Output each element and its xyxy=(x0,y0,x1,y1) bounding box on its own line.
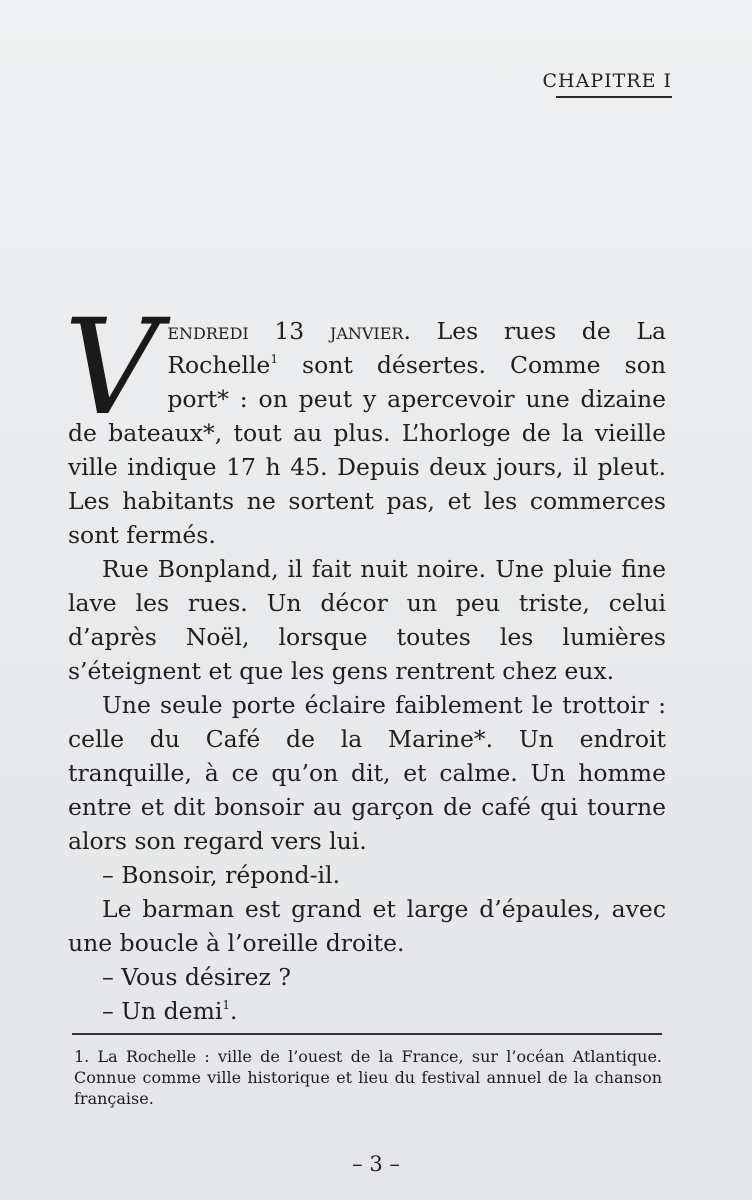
drop-cap: V xyxy=(64,291,160,445)
paragraph: Une seule porte éclaire faiblement le trottoir : celle du Café de la Marine*. Un endroit tranquille, à ce qu’on dit, et calme. Un homme entre et dit bonsoir au garçon de café qui tourne alors son regard vers lui. xyxy=(68,691,666,855)
footnote-ref: 1 xyxy=(222,998,231,1012)
dialogue-line xyxy=(68,994,666,1028)
page-number: – 3 – xyxy=(352,1152,400,1176)
dialogue-line: – Vous désirez ? xyxy=(102,963,291,991)
paragraph: Le barman est grand et large d’épaules, avec une boucle à l’oreille droite. xyxy=(68,895,666,957)
header-rule xyxy=(556,96,672,98)
footnote: 1. La Rochelle : ville de l’ouest de la France, sur l’océan Atlantique. Connue comme ville historique et lieu du festival annuel de la chanson française. xyxy=(74,1047,662,1108)
footnote-rule xyxy=(72,1033,662,1035)
dialogue-text: – Un demi xyxy=(102,997,223,1025)
paragraph-1-text: . Les rues de La Rochelle xyxy=(167,317,667,379)
footnote-ref: 1 xyxy=(270,352,278,366)
dialogue-end: . xyxy=(230,997,238,1025)
paragraph-1-rest: sont désertes. Comme son port* : on peut y apercevoir une dizaine de bateaux*, tout au plus. L’horloge de la vieille ville indique 17 h 45. Depuis deux jours, il pleut. Les habitants ne sortent pas, et les commerces sont fermés. xyxy=(68,351,666,549)
chapter-header: CHAPITRE I xyxy=(542,70,672,92)
paragraph: Rue Bonpland, il fait nuit noire. Une pluie fine lave les rues. Un décor un peu triste, celui d’après Noël, lorsque toutes les lumières s’éteignent et que les gens rentrent chez eux. xyxy=(68,555,666,685)
opening-date: endredi 13 janvier xyxy=(167,317,404,345)
dialogue-line: – Bonsoir, répond-il. xyxy=(102,861,341,889)
paragraph-1 xyxy=(64,291,667,552)
main-text xyxy=(64,291,667,1028)
